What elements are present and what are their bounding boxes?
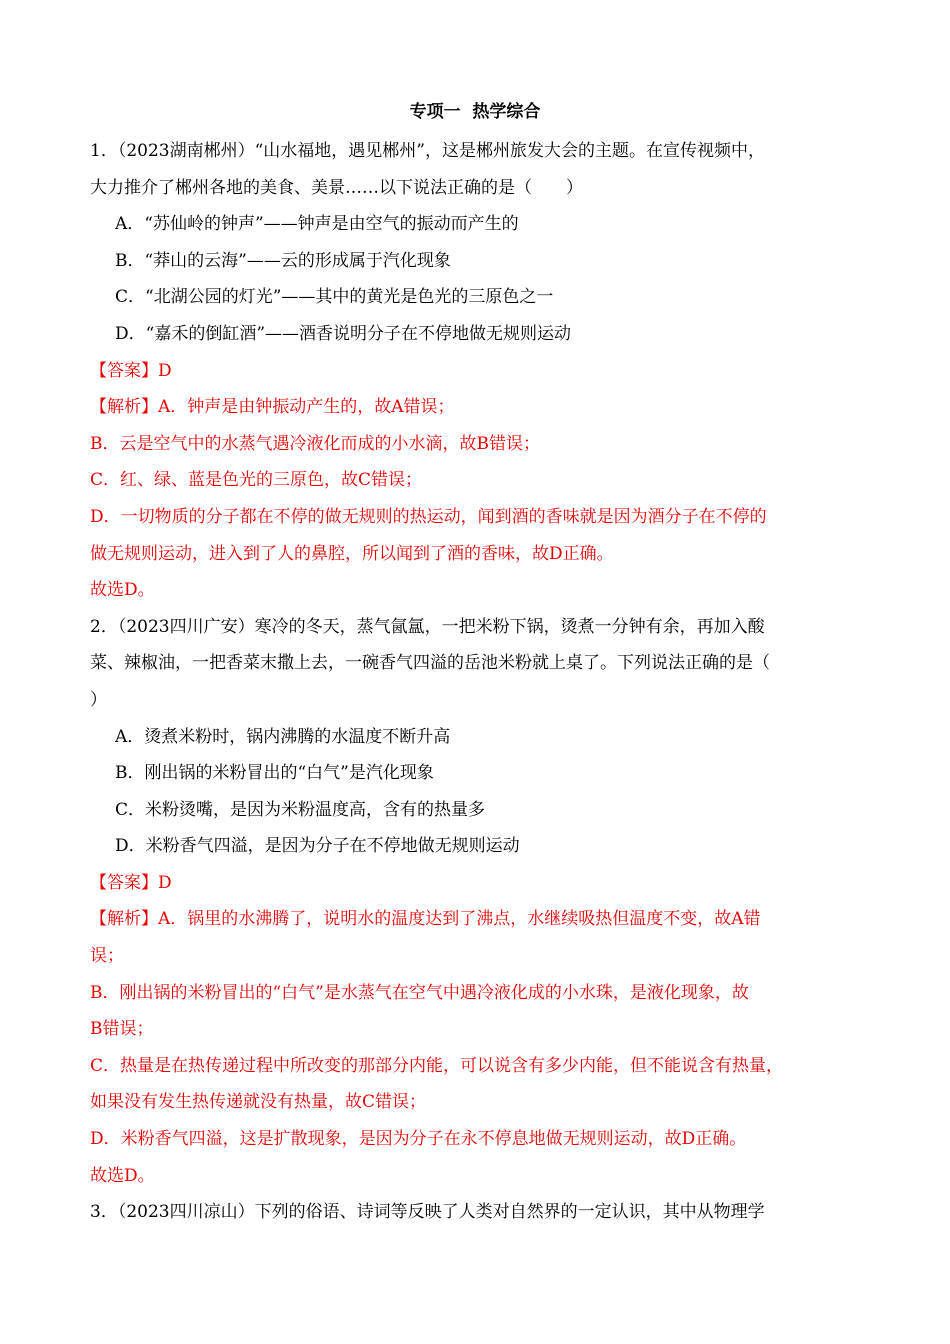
q1-analysis-b: B．云是空气中的水蒸气遇冷液化而成的小水滴，故B错误；	[90, 433, 540, 454]
q2-analysis-tag: 【解析】	[90, 909, 158, 930]
q1-option-b: B．“莽山的云海”——云的形成属于汽化现象	[115, 250, 451, 271]
q2-option-c: C．米粉烫嘴，是因为米粉温度高，含有的热量多	[115, 799, 486, 820]
q2-analysis-c-line-1: C．热量是在热传递过程中所改变的那部分内能，可以说含有多少内能，但不能说含有热量，	[90, 1055, 784, 1076]
q1-analysis-a: A．钟声是由钟振动产生的，故A错误；	[158, 397, 455, 418]
q2-answer-value: D	[158, 872, 172, 893]
q1-answer-tag: 【答案】	[90, 360, 158, 381]
q1-stem-line-2: 大力推介了郴州各地的美食、美景……以下说法正确的是（ ）	[90, 177, 583, 198]
page-title: 专项一 热学综合	[409, 102, 541, 122]
q2-answer-line	[90, 865, 862, 902]
q2-analysis-b-line-1: B．刚出锅的米粉冒出的“白气”是水蒸气在空气中遇冷液化成的小水珠，是液化现象，故	[90, 982, 749, 1003]
document-body	[90, 133, 862, 1231]
q2-analysis-d: D．米粉香气四溢，这是扩散现象，是因为分子在永不停息地做无规则运动，故D正确。	[90, 1129, 747, 1150]
q2-stem-line-3: ）	[90, 689, 107, 710]
q2-option-a: A．烫煮米粉时，锅内沸腾的水温度不断升高	[115, 726, 451, 747]
q1-option-d: D．“嘉禾的倒缸酒”——酒香说明分子在不停地做无规则运动	[115, 323, 572, 344]
q2-analysis-c-line-2: 如果没有发生热传递就没有热量，故C错误；	[90, 1092, 427, 1113]
q2-stem-line-1: 2．（2023四川广安）寒冷的冬天，蒸气氤氲，一把米粉下锅，烫煮一分钟有余，再加入酸	[90, 616, 765, 637]
q1-option-a: A．“苏仙岭的钟声”——钟声是由空气的振动而产生的	[115, 214, 519, 235]
q3-stem-line-1: 3．（2023四川凉山）下列的俗语、诗词等反映了人类对自然界的一定认识，其中从物理学	[90, 1202, 765, 1223]
q2-analysis-a-line-1	[90, 901, 862, 938]
q2-conclusion: 故选D。	[90, 1165, 155, 1186]
q2-answer-tag: 【答案】	[90, 872, 158, 893]
q1-analysis-d-line-1: D．一切物质的分子都在不停的做无规则的热运动，闻到酒的香味就是因为酒分子在不停的	[90, 506, 767, 527]
q1-analysis-tag: 【解析】	[90, 397, 158, 418]
q2-analysis-a: A．锅里的水沸腾了，说明水的温度达到了沸点，水继续吸热但温度不变，故A错	[158, 909, 761, 930]
q1-analysis-c: C．红、绿、蓝是色光的三原色，故C错误；	[90, 470, 423, 491]
q2-analysis-a-line-2: 误；	[90, 946, 124, 967]
q2-option-d: D．米粉香气四溢，是因为分子在不停地做无规则运动	[115, 836, 520, 857]
q2-stem-line-2: 菜、辣椒油，一把香菜末撒上去，一碗香气四溢的岳池米粉就上桌了。下列说法正确的是（	[90, 653, 770, 674]
q2-option-b: B．刚出锅的米粉冒出的“白气”是汽化现象	[115, 763, 434, 784]
q1-answer-value: D	[158, 360, 172, 381]
q1-analysis-d-line-2: 做无规则运动，进入到了人的鼻腔，所以闻到了酒的香味，故D正确。	[90, 543, 614, 564]
q2-analysis-b-line-2: B错误；	[90, 1019, 154, 1040]
q1-answer-line	[90, 353, 862, 390]
q1-stem-line-1: 1．（2023湖南郴州）“山水福地，遇见郴州”，这是郴州旅发大会的主题。在宣传视频中，	[90, 141, 765, 161]
q1-option-c: C．“北湖公园的灯光”——其中的黄光是色光的三原色之一	[115, 287, 554, 308]
q1-conclusion: 故选D。	[90, 580, 155, 601]
q1-analysis-a-line	[90, 389, 862, 426]
